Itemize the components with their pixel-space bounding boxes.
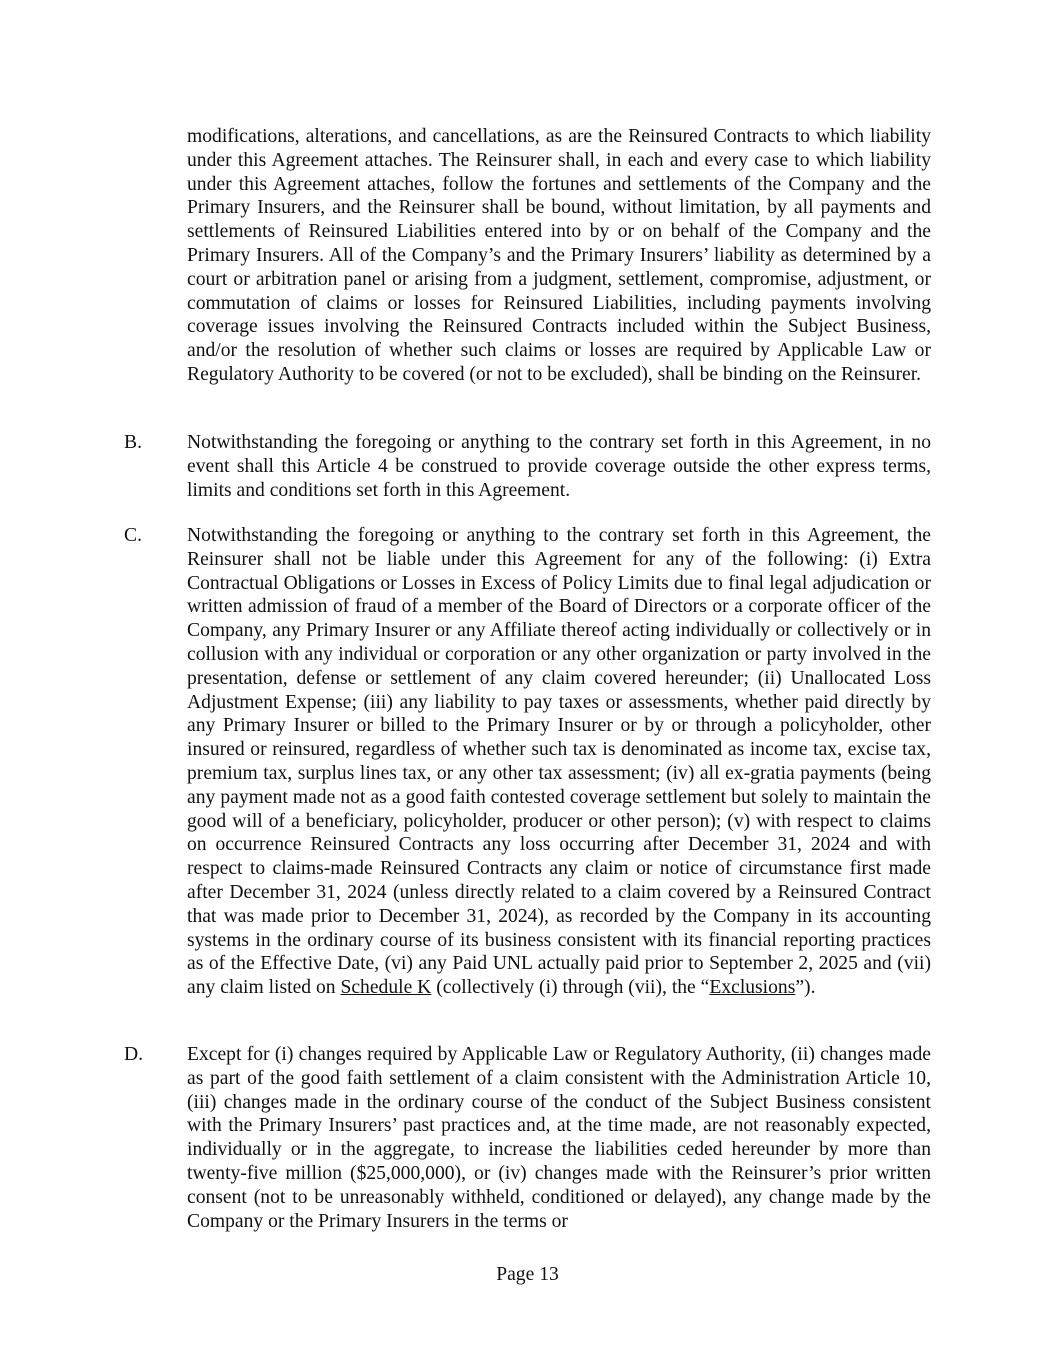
item-text-b: Notwithstanding the foregoing or anything to the contrary set forth in this Agreement, in no event shall this Article 4 be construed to provide coverage outside the other express terms, limits and conditions set forth in this Agreement. [187,432,931,501]
exclusions-defined-term: Exclusions [709,977,796,999]
item-text-c [187,524,931,1000]
schedule-k-link[interactable]: Schedule K [340,977,432,999]
item-c-text-part1: Notwithstanding the foregoing or anything to the contrary set forth in this Agreement, the Reinsurer shall not be liable under this Agreement for any of the following: (i) Extra Contractual Obligations or Losses in Excess of Policy Limits due to final legal adjudication or written admission of fraud of a member of the Board of Directors or a corporate officer of the Company, any Primary Insurer or any Affiliate thereof acting individually or collectively or in collusion with any individual or corporation or any other organization or party involved in the presentation, defense or settlement of any claim covered hereunder; (ii) Unallocated Loss Adjustment Expense; (iii) any liability to pay taxes or assessments, whether paid directly by any Primary Insurer or billed to the Primary Insurer or by or through a policyholder, other insured or reinsured, regardless of whether such tax is denominated as income tax, excise tax, premium tax, surplus lines tax, or any other tax assessment; (iv) all ex-gratia payments (being any payment made not as a good faith contested coverage settlement but solely to maintain the good will of a beneficiary, policyholder, producer or other person); (v) with respect to claims on occurrence Reinsured Contracts any loss occurring after December 31, 2024 and with respect to claims-made Reinsured Contracts any claim or notice of circumstance first made after December 31, 2024 (unless directly related to a claim covered by a Reinsured Contract that was made prior to December 31, 2024), as recorded by the Company in its accounting systems in the ordinary course of its business consistent with its financial reporting practices as of the Effective Date, (vi) any Paid UNL actually paid prior to September 2, 2025 and (vii) any claim listed on [187,525,931,999]
item-letter-b: B. [124,432,142,453]
item-text-d: Except for (i) changes required by Applicable Law or Regulatory Authority, (ii) changes made as part of the good faith settlement of a claim consistent with the Administration Article 10, (iii) changes made in the ordinary course of the conduct of the Subject Business consistent with the Primary Insurers’ past practices and, at the time made, are not reasonably expected, individually or in the aggregate, to increase the liabilities ceded hereunder by more than twenty-five million ($25,000,000), or (iv) changes made with the Reinsurer’s prior written consent (not to be unreasonably withheld, conditioned or delayed), any change made by the Company or the Primary Insurers in the terms or [187,1044,931,1232]
item-letter-d: D. [124,1044,144,1065]
item-c-text-part3: ”). [795,977,816,999]
page-number: Page 13 [496,1264,559,1285]
continuation-paragraph: modifications, alterations, and cancellations, as are the Reinsured Contracts to which liability under this Agreement attaches. The Reinsurer shall, in each and every case to which liability under this Agreement attaches, follow the fortunes and settlements of the Company and the Primary Insurers, and the Reinsurer shall be bound, without limitation, by all payments and settlements of Reinsured Liabilities entered into by or on behalf of the Company and the Primary Insurers. All of the Company’s and the Primary Insurers’ liability as determined by a court or arbitration panel or arising from a judgment, settlement, compromise, adjustment, or commutation of claims or losses for Reinsured Liabilities, including payments involving coverage issues involving the Reinsured Contracts included within the Subject Business, and/or the resolution of whether such claims or losses are required by Applicable Law or Regulatory Authority to be covered (or not to be excluded), shall be binding on the Reinsurer. [187,126,931,385]
item-c-text-part2: (collectively (i) through (vii), the “ [431,977,710,999]
item-letter-c: C. [124,525,142,546]
